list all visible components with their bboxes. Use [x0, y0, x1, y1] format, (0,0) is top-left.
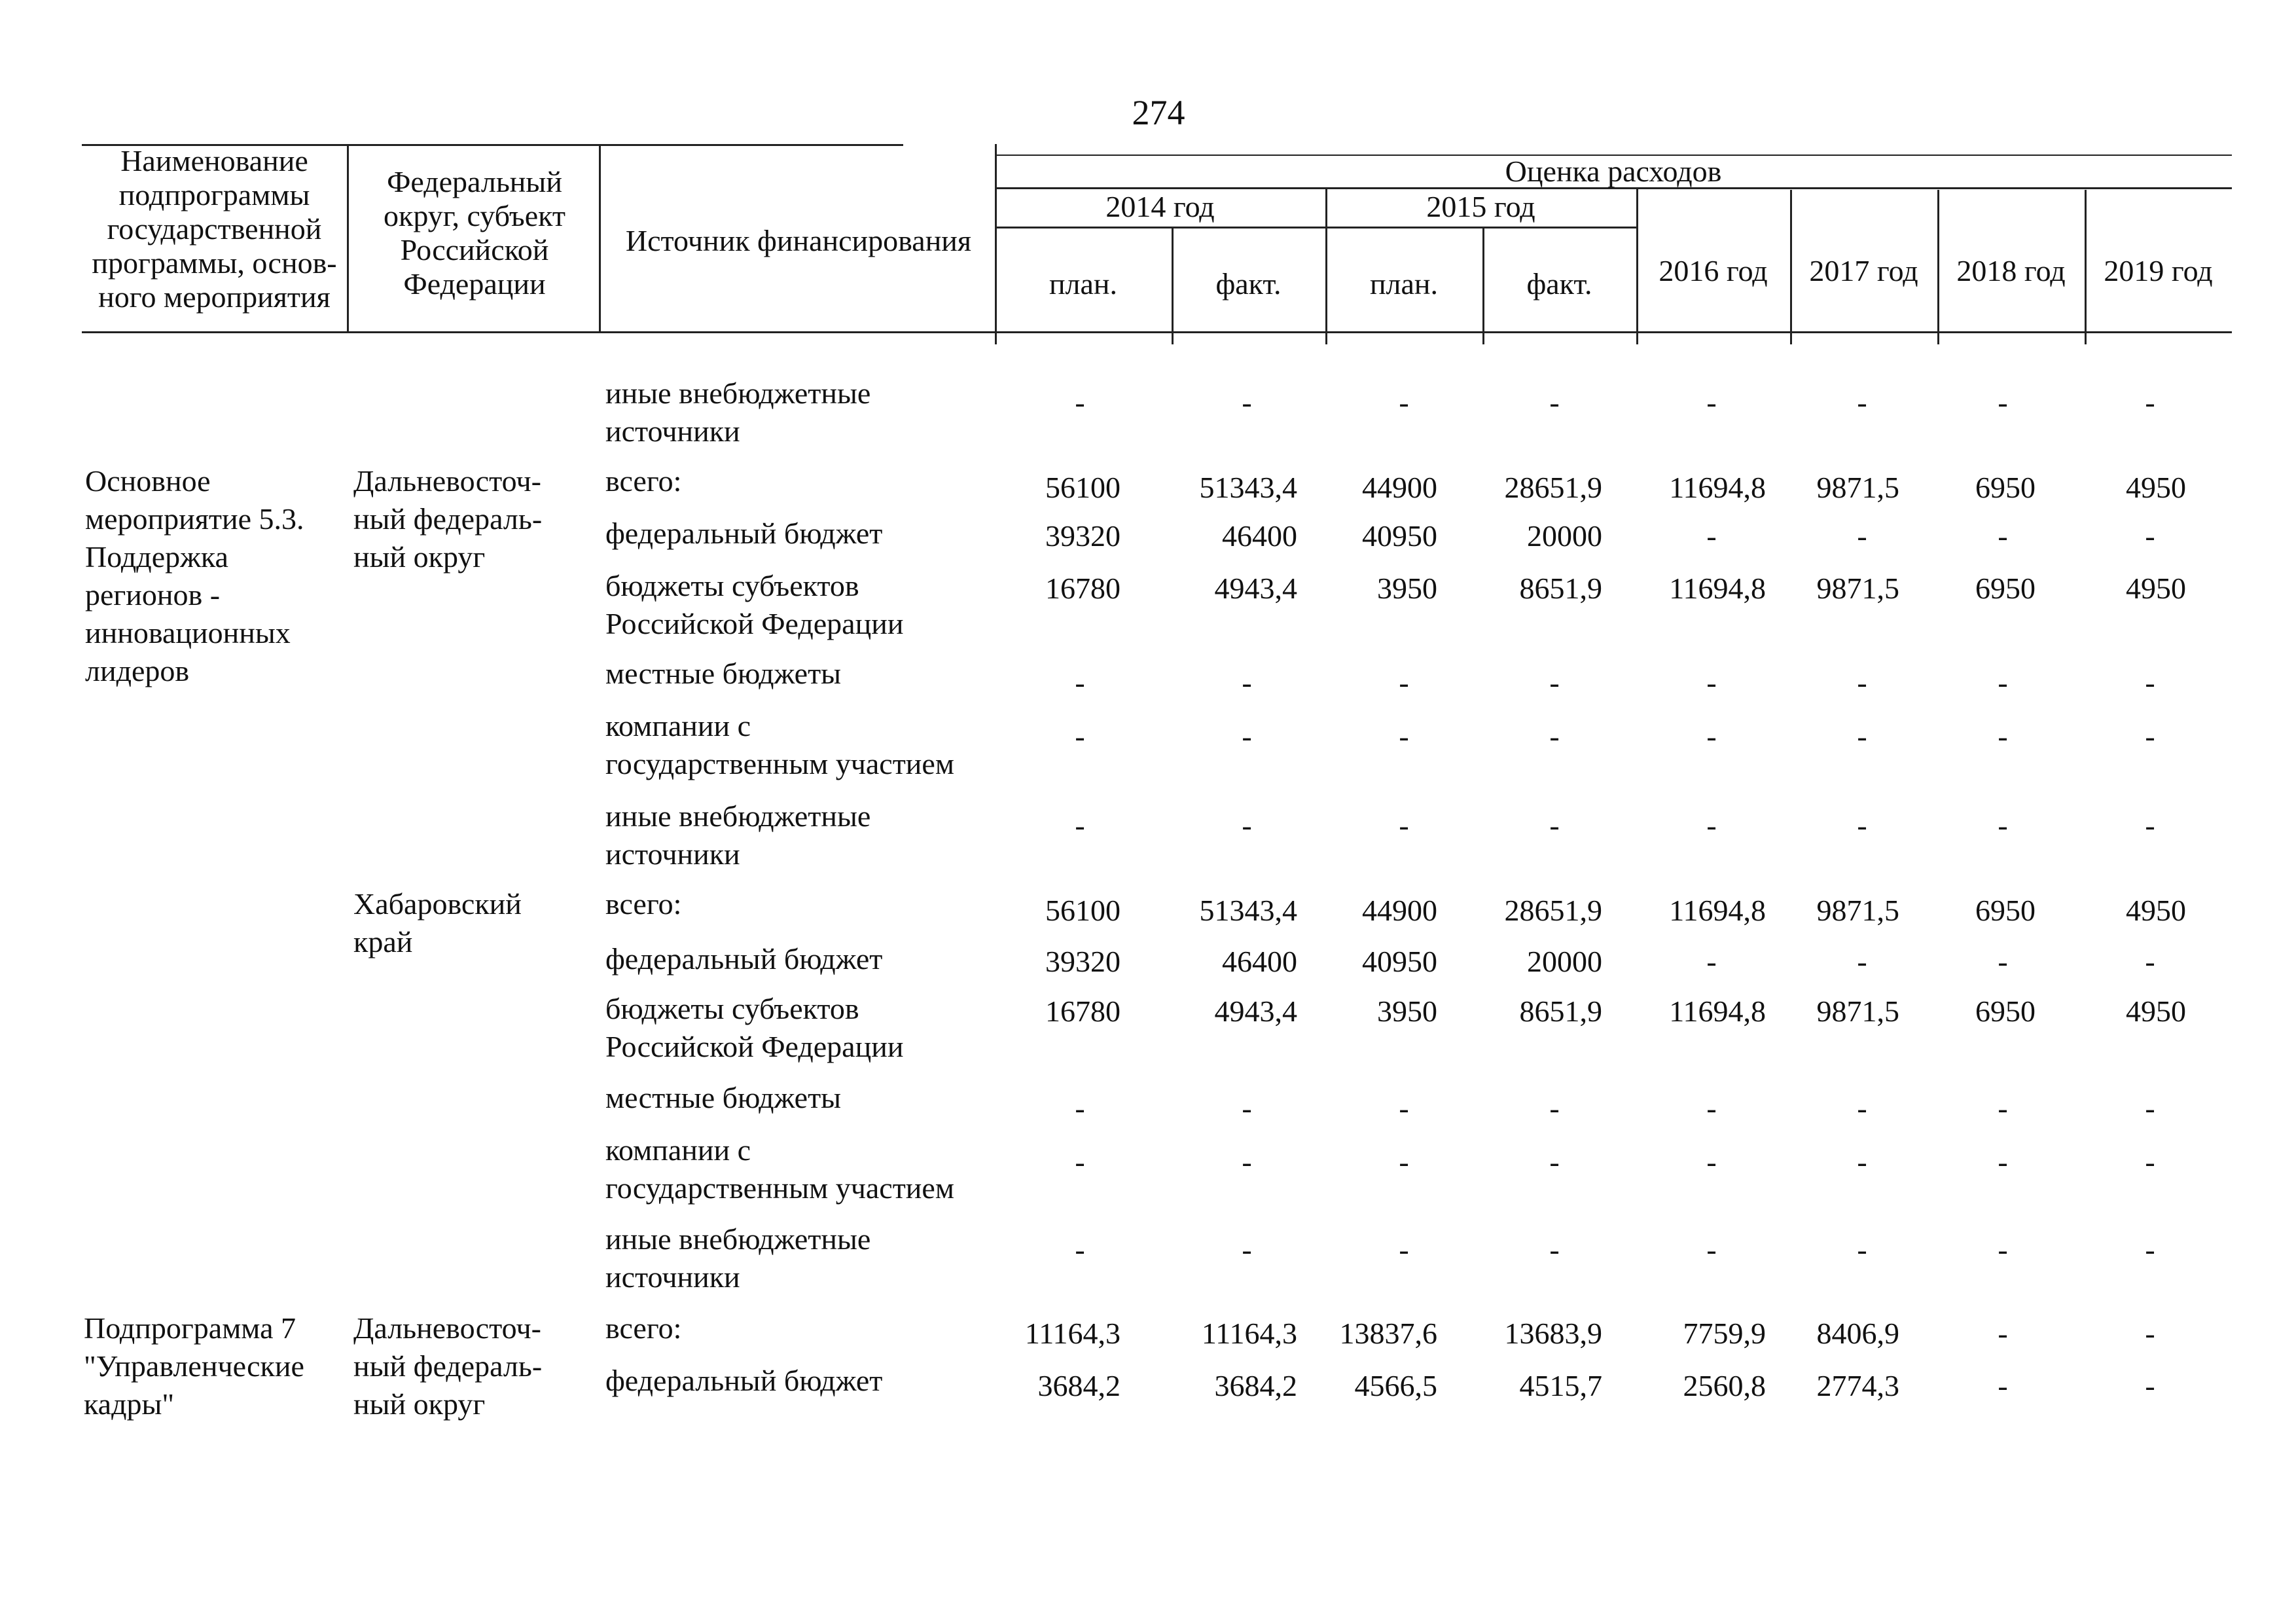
value-cell: 4566,5 [1354, 1369, 1437, 1402]
value-cell: 11164,3 [1201, 1317, 1297, 1350]
source-cell: федеральный бюджет [605, 517, 883, 550]
value-cell: - [1399, 809, 1409, 842]
value-cell: 51343,4 [1199, 894, 1297, 927]
value-cell: - [2145, 519, 2155, 553]
value-cell: 11694,8 [1669, 572, 1766, 605]
value-cell: 6950 [1975, 894, 2036, 927]
value-cell: - [1399, 666, 1409, 699]
value-cell: 6950 [1975, 994, 2036, 1028]
value-cell: - [1075, 666, 1085, 699]
value-cell: - [1706, 1145, 1717, 1178]
value-cell: 2774,3 [1816, 1369, 1899, 1402]
source-cell: всего: [605, 887, 682, 921]
value-cell: - [1706, 1091, 1717, 1125]
value-cell: 7759,9 [1683, 1317, 1766, 1350]
value-cell: - [1242, 666, 1252, 699]
value-cell: - [1075, 1233, 1085, 1266]
value-cell: - [1242, 1233, 1252, 1266]
value-cell: 6950 [1975, 572, 2036, 605]
value-cell: - [2145, 1233, 2155, 1266]
value-cell: - [1857, 1145, 1867, 1178]
source-cell: иные внебюджетные источники [605, 1222, 871, 1294]
value-cell: - [1399, 720, 1409, 753]
value-cell: - [2145, 386, 2155, 419]
header-2014-plan: план. [1049, 267, 1118, 301]
value-cell: - [1549, 1091, 1560, 1125]
region-cell: Дальневосточ- ный федераль- ный округ [353, 464, 543, 574]
source-cell: компании с государственным участием [605, 709, 954, 780]
header-2014: 2014 год [1105, 190, 1215, 223]
value-cell: - [1998, 1091, 2008, 1125]
value-cell: - [1242, 1145, 1252, 1178]
value-cell: - [1706, 809, 1717, 842]
header-2016: 2016 год [1659, 254, 1768, 287]
source-cell: иные внебюджетные источники [605, 799, 871, 871]
value-cell: - [1857, 666, 1867, 699]
value-cell: - [1242, 386, 1252, 419]
value-cell: 9871,5 [1816, 994, 1899, 1028]
value-cell: 46400 [1222, 519, 1297, 553]
value-cell: - [1998, 809, 2008, 842]
value-cell: 3950 [1377, 572, 1437, 605]
value-cell: - [1998, 1145, 2008, 1178]
value-cell: - [1399, 1233, 1409, 1266]
value-cell: 44900 [1362, 894, 1437, 927]
source-cell: бюджеты субъектов Российской Федерации [605, 992, 904, 1063]
value-cell: - [1075, 1145, 1085, 1178]
program-name-cell: Основное мероприятие 5.3. Поддержка регионов - инновационных лидеров [85, 464, 304, 687]
value-cell: 46400 [1222, 945, 1297, 978]
page-number: 274 [1132, 93, 1185, 132]
value-cell: 9871,5 [1816, 894, 1899, 927]
value-cell: 4950 [2126, 572, 2186, 605]
value-cell: - [1549, 666, 1560, 699]
source-cell: федеральный бюджет [605, 1364, 883, 1397]
value-cell: 11164,3 [1024, 1317, 1121, 1350]
value-cell: 3684,2 [1214, 1369, 1297, 1402]
value-cell: - [2145, 945, 2155, 978]
value-cell: 4950 [2126, 994, 2186, 1028]
value-cell: - [1399, 386, 1409, 419]
value-cell: 11694,8 [1669, 894, 1766, 927]
header-2015-fact: факт. [1526, 267, 1592, 301]
value-cell: - [1075, 386, 1085, 419]
header-name: Наименование подпрограммы государственной программы, основ- ного мероприятия [92, 144, 337, 314]
source-cell: компании с государственным участием [605, 1133, 954, 1205]
value-cell: - [2145, 1091, 2155, 1125]
header-source: Источник финансирования [625, 224, 972, 257]
value-cell: 13683,9 [1504, 1317, 1602, 1350]
value-cell: 3950 [1377, 994, 1437, 1028]
value-cell: - [1857, 809, 1867, 842]
value-cell: - [1998, 720, 2008, 753]
value-cell: 3684,2 [1037, 1369, 1121, 1402]
value-cell: - [1998, 1317, 2008, 1350]
value-cell: - [1549, 720, 1560, 753]
value-cell: 8651,9 [1519, 572, 1602, 605]
header-vline [599, 144, 601, 331]
header-2018: 2018 год [1956, 254, 2066, 287]
source-cell: местные бюджеты [605, 657, 842, 690]
value-cell: - [1857, 1091, 1867, 1125]
value-cell: - [1706, 1233, 1717, 1266]
source-cell: местные бюджеты [605, 1081, 842, 1114]
value-cell: 28651,9 [1504, 894, 1602, 927]
value-cell: - [1706, 386, 1717, 419]
value-cell: 16780 [1045, 572, 1121, 605]
value-cell: - [1998, 945, 2008, 978]
value-cell: 20000 [1527, 945, 1602, 978]
value-cell: - [1857, 945, 1867, 978]
value-cell: - [1998, 1369, 2008, 1402]
region-cell: Хабаровский край [353, 887, 522, 958]
value-cell: 28651,9 [1504, 471, 1602, 504]
header-2014-fact: факт. [1215, 267, 1282, 301]
value-cell: - [1075, 1091, 1085, 1125]
value-cell: - [1857, 519, 1867, 553]
value-cell: 8651,9 [1519, 994, 1602, 1028]
value-cell: - [2145, 1317, 2155, 1350]
value-cell: - [1075, 809, 1085, 842]
value-cell: - [1242, 1091, 1252, 1125]
value-cell: - [1706, 519, 1717, 553]
value-cell: - [1998, 519, 2008, 553]
value-cell: 56100 [1045, 471, 1121, 504]
value-cell: - [1857, 386, 1867, 419]
value-cell: 40950 [1362, 945, 1437, 978]
value-cell: - [1399, 1091, 1409, 1125]
value-cell: - [2145, 720, 2155, 753]
source-cell: всего: [605, 1311, 682, 1345]
value-cell: - [1242, 809, 1252, 842]
value-cell: - [1857, 720, 1867, 753]
value-cell: - [1998, 666, 2008, 699]
year-underline [995, 227, 1636, 228]
value-cell: 4950 [2126, 471, 2186, 504]
region-cell: Дальневосточ- ный федераль- ный округ [353, 1311, 543, 1421]
value-cell: - [1549, 809, 1560, 842]
value-cell: 39320 [1045, 519, 1121, 553]
value-cell: - [1998, 1233, 2008, 1266]
value-cell: - [2145, 1145, 2155, 1178]
header-2017: 2017 год [1809, 254, 1918, 287]
value-cell: 56100 [1045, 894, 1121, 927]
program-name-cell: Подпрограмма 7 "Управленческие кадры" [84, 1311, 304, 1421]
value-cell: 16780 [1045, 994, 1121, 1028]
value-cell: - [1242, 720, 1252, 753]
value-cell: 11694,8 [1669, 471, 1766, 504]
value-cell: 2560,8 [1683, 1369, 1766, 1402]
value-cell: 11694,8 [1669, 994, 1766, 1028]
source-cell: всего: [605, 464, 682, 498]
value-cell: - [1706, 720, 1717, 753]
header-2015: 2015 год [1426, 190, 1535, 223]
header-2015-plan: план. [1369, 267, 1439, 301]
value-cell: - [2145, 1369, 2155, 1402]
value-cell: 40950 [1362, 519, 1437, 553]
value-cell: 4515,7 [1519, 1369, 1602, 1402]
value-cell: 8406,9 [1816, 1317, 1899, 1350]
value-cell: - [1549, 386, 1560, 419]
value-cell: 13837,6 [1339, 1317, 1437, 1350]
value-cell: 4950 [2126, 894, 2186, 927]
value-cell: 51343,4 [1199, 471, 1297, 504]
value-cell: - [1706, 666, 1717, 699]
value-cell: - [1998, 386, 2008, 419]
value-cell: - [1399, 1145, 1409, 1178]
source-cell: бюджеты субъектов Российской Федерации [605, 569, 904, 640]
header-region: Федеральный округ, субъект Российской Федерации [384, 165, 565, 301]
header-estimate: Оценка расходов [1505, 155, 1722, 188]
value-cell: 4943,4 [1214, 994, 1297, 1028]
source-cell: иные внебюджетные источники [605, 376, 871, 448]
value-cell: - [1549, 1233, 1560, 1266]
value-cell: 44900 [1362, 471, 1437, 504]
value-cell: - [1706, 945, 1717, 978]
value-cell: - [1857, 1233, 1867, 1266]
value-cell: 9871,5 [1816, 572, 1899, 605]
header-bottom-rule [82, 331, 2232, 333]
header-vline [347, 144, 349, 331]
value-cell: 39320 [1045, 945, 1121, 978]
value-cell: 9871,5 [1816, 471, 1899, 504]
value-cell: - [1549, 1145, 1560, 1178]
value-cell: 4943,4 [1214, 572, 1297, 605]
value-cell: - [2145, 809, 2155, 842]
value-cell: 20000 [1527, 519, 1602, 553]
value-cell: 6950 [1975, 471, 2036, 504]
value-cell: - [2145, 666, 2155, 699]
header-2019: 2019 год [2104, 254, 2213, 287]
source-cell: федеральный бюджет [605, 942, 883, 976]
value-cell: - [1075, 720, 1085, 753]
